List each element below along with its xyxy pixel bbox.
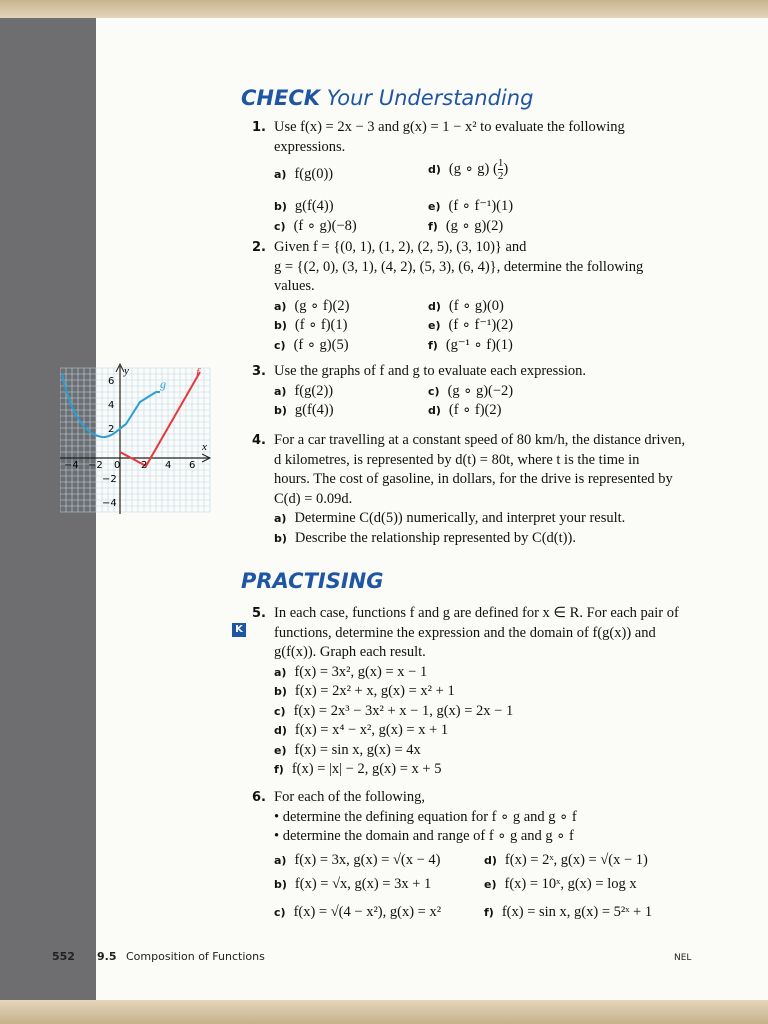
question-text: g = {(2, 0), (3, 1), (4, 2), (5, 3), (6, 4)}, determine the following xyxy=(274,258,644,275)
x-tick-label: −2 xyxy=(88,460,103,471)
part-e: f(x) = 10ˣ, g(x) = log x xyxy=(504,875,637,892)
question-number: 4. xyxy=(252,433,266,448)
part-f: f(x) = |x| − 2, g(x) = x + 5 xyxy=(291,761,442,777)
question-text: d kilometres, is represented by d(t) = 80t, where t is the time in xyxy=(274,451,640,468)
graph-grid xyxy=(60,368,210,512)
part-c: f(x) = 2x³ − 3x² + x − 1, g(x) = 2x − 1 xyxy=(293,702,514,719)
part-label: b) xyxy=(274,404,287,417)
part-label: a) xyxy=(274,665,287,679)
question-text: C(d) = 0.09d. xyxy=(274,490,353,507)
part-label: f) xyxy=(484,905,494,919)
y-tick-label: −2 xyxy=(102,474,117,485)
part-b: f(x) = 2x² + x, g(x) = x² + 1 xyxy=(294,683,455,699)
part-label: d) xyxy=(484,853,497,867)
x-tick-label: 0 xyxy=(114,460,121,471)
part-label: c) xyxy=(274,338,286,352)
part-label: a) xyxy=(274,168,287,181)
part-f: (g ∘ g)(2) xyxy=(445,217,504,234)
question-number: 3. xyxy=(252,364,266,379)
publisher-mark: NEL xyxy=(674,953,692,963)
part-label: b) xyxy=(274,685,287,698)
part-d: (f ∘ f)(2) xyxy=(448,402,502,418)
question-number: 6. xyxy=(252,790,266,805)
question-text: values. xyxy=(274,278,315,294)
part-f: (g⁻¹ ∘ f)(1) xyxy=(445,336,513,353)
y-axis-label: y xyxy=(124,365,129,377)
part-label: a) xyxy=(274,384,287,398)
part-label: d) xyxy=(428,404,441,417)
part-c: (g ∘ g)(−2) xyxy=(447,382,514,399)
part-d: f(x) = x⁴ − x², g(x) = x + 1 xyxy=(294,722,449,738)
f-curve-label: f xyxy=(196,365,200,379)
part-b: Describe the relationship represented by C(d(t)). xyxy=(294,529,576,546)
question-6 xyxy=(252,788,694,931)
bullet-text: • determine the domain and range of f ∘ g and g ∘ f xyxy=(274,828,574,844)
fraction xyxy=(498,157,504,182)
part-d: f(x) = 2ˣ, g(x) = √(x − 1) xyxy=(504,851,648,868)
y-tick-label: 4 xyxy=(108,400,115,411)
y-tick-label: 2 xyxy=(108,424,115,435)
part-a: f(g(0)) xyxy=(294,166,334,182)
question-number: 5. xyxy=(252,606,266,621)
x-axis-label: x xyxy=(202,441,207,453)
fraction-numerator: 1 xyxy=(497,157,504,169)
part-label: b) xyxy=(274,531,287,545)
part-label: d) xyxy=(428,299,441,313)
part-b: (f ∘ f)(1) xyxy=(294,317,348,333)
check-heading xyxy=(241,86,533,110)
part-e: f(x) = sin x, g(x) = 4x xyxy=(294,741,421,758)
question-1: 1. Use f(x) = 2x − 3 and g(x) = 1 − x² to evaluate the following expressions. a) f(g(0)) d) (g ∘ g) ( $\frac{1}{2}$ ) b) g(f(4)) e) (f ∘ f⁻¹)(1) c) (f ∘ g)(−8) f) (g ∘ g)(2) xyxy=(252,118,694,236)
function-graph xyxy=(60,362,220,518)
part-e: (f ∘ f⁻¹)(1) xyxy=(448,198,514,214)
part-label: b) xyxy=(274,200,287,213)
part-label: f) xyxy=(428,338,438,352)
question-number: 2. xyxy=(252,240,266,255)
part-label: c) xyxy=(274,905,286,919)
part-label: b) xyxy=(274,877,287,891)
part-label: a) xyxy=(274,853,287,867)
check-heading-bold: CHECK xyxy=(241,86,321,110)
question-text: Use the graphs of f and g to evaluate each expression. xyxy=(274,363,587,379)
y-tick-label: 6 xyxy=(108,376,115,387)
part-a: (g ∘ f)(2) xyxy=(294,297,350,314)
question-3 xyxy=(252,362,694,421)
part-label: f) xyxy=(274,763,284,776)
question-number: 1. xyxy=(252,120,266,135)
practising-heading-text: PRACTISING xyxy=(241,569,384,593)
bullet-text: • determine the defining equation for f ∘ g and g ∘ f xyxy=(274,808,577,825)
x-tick-label: 2 xyxy=(141,460,148,471)
wood-background-top xyxy=(0,0,768,18)
fraction-denominator: 2 xyxy=(497,170,504,182)
part-label: e) xyxy=(428,200,441,213)
question-text: expressions. xyxy=(274,138,346,155)
x-tick-label: 4 xyxy=(165,460,172,471)
knowledge-icon: K xyxy=(232,623,246,637)
question-text: hours. The cost of gasoline, in dollars, for the drive is represented by xyxy=(274,471,673,487)
part-c: (f ∘ g)(5) xyxy=(293,336,349,353)
part-label: f) xyxy=(428,219,438,233)
x-tick-label: −4 xyxy=(64,460,79,471)
page-number: 552 xyxy=(52,950,75,963)
part-b: f(x) = √x, g(x) = 3x + 1 xyxy=(294,875,432,892)
part-d: (f ∘ g)(0) xyxy=(448,297,504,314)
question-text: functions, determine the expression and the domain of f(g(x)) and xyxy=(274,624,656,641)
question-text: Given f = {(0, 1), (1, 2), (2, 5), (3, 10)} and xyxy=(274,239,527,255)
part-f: f(x) = sin x, g(x) = 5²ˣ + 1 xyxy=(501,903,653,920)
question-4 xyxy=(252,431,694,548)
part-a: f(x) = 3x², g(x) = x − 1 xyxy=(294,663,428,680)
part-label: e) xyxy=(274,743,287,757)
g-curve-label: g xyxy=(160,377,166,391)
question-text: Use f(x) = 2x − 3 and g(x) = 1 − x² to evaluate the following xyxy=(274,119,625,135)
part-a: f(g(2)) xyxy=(294,382,334,399)
question-text: For each of the following, xyxy=(274,789,426,805)
part-e: (f ∘ f⁻¹)(2) xyxy=(448,317,514,333)
question-2 xyxy=(252,238,694,355)
question-text: In each case, functions f and g are defined for x ∈ R. For each pair of xyxy=(274,605,679,621)
part-label: b) xyxy=(274,319,287,332)
wood-background-bottom xyxy=(0,1000,768,1024)
part-label: e) xyxy=(484,877,497,891)
section-number: 9.5 xyxy=(97,950,117,963)
check-heading-rest: Your Understanding xyxy=(320,86,534,110)
part-label: c) xyxy=(274,219,286,233)
part-label: a) xyxy=(274,512,287,525)
question-5 xyxy=(252,604,694,780)
part-c: (f ∘ g)(−8) xyxy=(293,217,357,234)
part-label: a) xyxy=(274,299,287,313)
section-title: Composition of Functions xyxy=(126,950,265,963)
x-tick-label: 6 xyxy=(189,460,196,471)
part-b: g(f(4)) xyxy=(294,198,334,214)
part-label: c) xyxy=(428,384,440,398)
part-label: d) xyxy=(274,724,287,737)
practising-heading xyxy=(241,569,383,593)
part-label: d) xyxy=(428,162,441,176)
y-tick-label: −4 xyxy=(102,498,117,509)
part-a: f(x) = 3x, g(x) = √(x − 4) xyxy=(294,851,441,868)
question-text: For a car travelling at a constant speed of 80 km/h, the distance driven, xyxy=(274,432,686,448)
part-c: f(x) = √(4 − x²), g(x) = x² xyxy=(293,903,442,920)
part-d: (g ∘ g) xyxy=(448,160,490,177)
part-label: e) xyxy=(428,319,441,332)
question-text: g(f(x)). Graph each result. xyxy=(274,644,426,660)
part-label: c) xyxy=(274,704,286,718)
part-a: Determine C(d(5)) numerically, and interpret your result. xyxy=(294,510,626,526)
part-b: g(f(4)) xyxy=(294,402,334,418)
